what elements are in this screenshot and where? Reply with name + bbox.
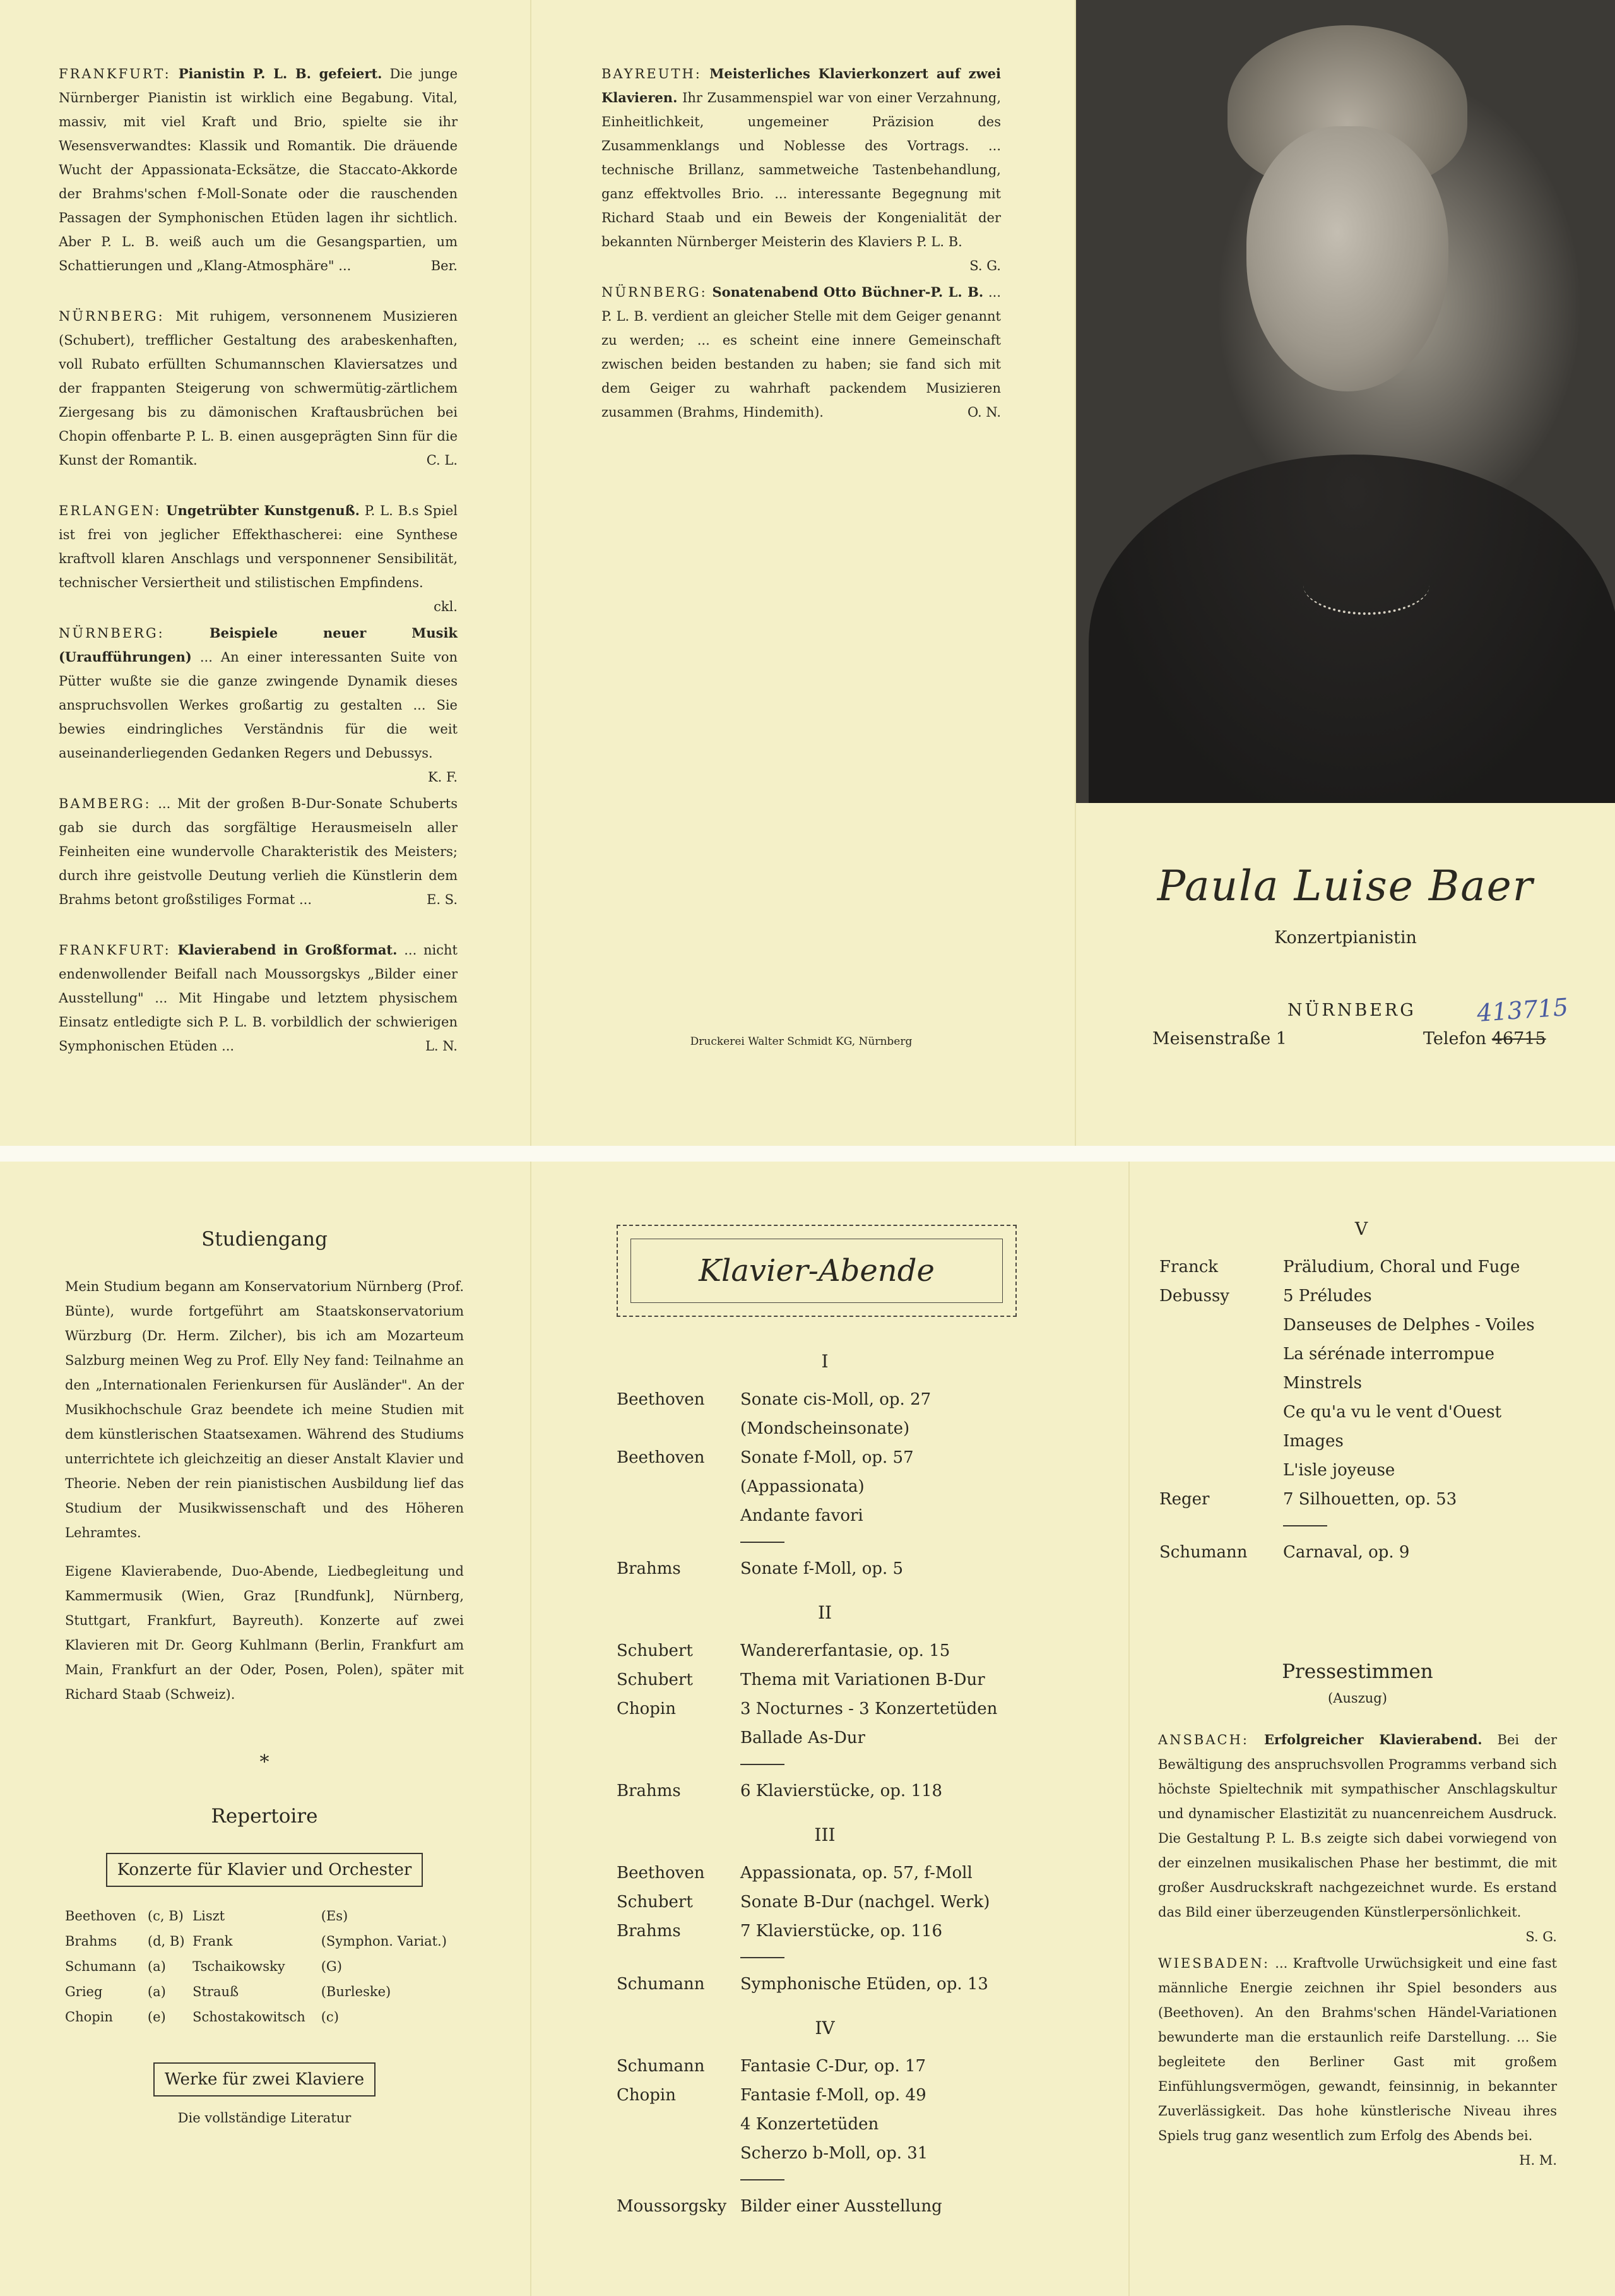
review-entry [59, 938, 458, 1058]
program-composer: Schumann [617, 1975, 705, 1994]
phone-handwritten-number: 413715 [1476, 992, 1570, 1028]
program-work: Fantasie C-Dur, op. 17 [740, 2057, 926, 2076]
program-composer: Reger [1159, 1490, 1210, 1509]
studiengang-section [65, 1228, 464, 2126]
program-row [1159, 1369, 1563, 1398]
review-text: Bei der Bewältigung des anspruchsvollen Programms verband sich höchste Spieltechnik mit sympathischer Anschlagskultur und dynamischer Elastizität zu nuancenreichem Ausdruck. Die Gestaltung P. L. B.s zeigte sich dabei vorwiegend von der einzelnen musikalischen Phase her bestimmt, die mit großer Ausdruckskraft nachgezeichnet wurde. Es erstand das Bild einer überzeugenden Künstlerpersönlichkeit. [1158, 1732, 1557, 1920]
pressestimmen-section [1158, 1660, 1557, 2175]
program-composer: Schubert [617, 1670, 693, 1689]
program-row [617, 1554, 1033, 1583]
review-signature: O. N. [967, 405, 1001, 420]
review-entry [601, 280, 1001, 424]
program-work: Images [1283, 1432, 1344, 1451]
phone [1423, 1029, 1546, 1049]
program-row [617, 1694, 1033, 1723]
review-entry [1158, 1727, 1557, 1944]
review-city: BAMBERG: [59, 796, 151, 811]
program-composer [1159, 1369, 1283, 1398]
program-work: Ballade As-Dur [740, 1728, 865, 1747]
program-row [617, 1636, 1033, 1665]
review-entry [59, 621, 458, 785]
klavier-abende-title-frame [617, 1225, 1017, 1317]
program-composer [617, 1723, 740, 1752]
sheet-gap [0, 1146, 1615, 1162]
full-literature-note: Die vollständige Literatur [177, 2110, 352, 2126]
program-row [617, 1776, 1033, 1805]
review-signature: H. M. [1519, 2153, 1557, 2168]
program-work: (Appassionata) [740, 1477, 865, 1496]
program-work: 7 Silhouetten, op. 53 [1283, 1490, 1457, 1509]
program-numeral: I [821, 1351, 829, 1372]
program-composer [617, 1501, 740, 1530]
program-composer: Brahms [617, 1559, 681, 1578]
repertoire-cell: (c) [321, 2009, 339, 2025]
program-work: Ce qu'a vu le vent d'Ouest [1283, 1403, 1502, 1422]
repertoire-cell: (e) [147, 2009, 166, 2025]
repertoire-cell: Tschaikowsky [192, 1959, 285, 1974]
program-composer: Beethoven [617, 1448, 705, 1467]
review-headline: Meisterliches Klavierkonzert auf zwei Klavieren. [601, 66, 1001, 105]
repertoire-cell: Beethoven [65, 1908, 136, 1924]
review-signature: S. G. [1525, 1929, 1557, 1944]
portrait-dress [1089, 455, 1615, 803]
repertoire-cell: Grieg [65, 1984, 103, 1999]
program-composer: Moussorgsky [617, 2197, 727, 2216]
review-signature: ckl. [434, 599, 458, 614]
program-row [617, 2081, 1033, 2110]
review-city: ANSBACH: [1158, 1732, 1249, 1747]
program-separator-rule [740, 1764, 784, 1765]
concerto-repertoire-table [65, 1903, 464, 2030]
review-city: NÜRNBERG: [59, 309, 165, 324]
repertoire-row [65, 1903, 464, 1929]
program-composer: Brahms [617, 1781, 681, 1800]
review-entry [59, 792, 458, 912]
program-work: 3 Nocturnes - 3 Konzertetüden [740, 1699, 998, 1718]
program-row [617, 1723, 1033, 1752]
review-entry [59, 499, 458, 614]
review-text: Mit ruhigem, versonnenem Musizieren (Schubert), trefflicher Gestaltung des arabeskenhaften, voll Rubato erfüllten Schumannschen Klaviersatzes und der frappanten Steigerung von schwermütig-zärtlichem Ziergesang bis zu dämonischen Kraftausbrüchen bei Chopin offenbarte P. L. B. einen ausgeprägten Sinn für die Kunst der Romantik. [59, 309, 458, 468]
review-entry [59, 304, 458, 472]
program-work: 6 Klavierstücke, op. 118 [740, 1781, 943, 1800]
repertoire-title: Repertoire [211, 1805, 318, 1828]
program-composer: Chopin [617, 2086, 676, 2105]
portrait-photo [1076, 0, 1615, 803]
program-composer: Schumann [617, 2057, 705, 2076]
review-text: ... Kraftvolle Urwüchsigkeit und eine fast männliche Energie zeichnen ihr Spiel besonders aus (Beethoven). An den Brahms'schen Händel-Variationen bewunderte man die erstaunlich reife Darstellung. ... Sie begleitete den Berliner Gast mit großem Einfühlungsvermögen, gewandt, feinsinnig, in bekannter Zuverlässigkeit. Das hohe künstlerische Niveau ihres Spiels trug ganz wesentlich zum Erfolg des Abends bei. [1158, 1956, 1557, 2143]
review-signature: K. F. [427, 770, 458, 785]
review-city: BAYREUTH: [601, 66, 702, 81]
program-row [617, 1917, 1033, 1946]
address: Meisenstraße 1 [1152, 1029, 1287, 1049]
review-headline: Erfolgreicher Klavierabend. [1263, 1732, 1482, 1747]
program-composer: Schumann [1159, 1543, 1248, 1562]
review-entry [601, 62, 1001, 273]
pressestimmen-title: Pressestimmen [1282, 1660, 1433, 1683]
repertoire-cell: Brahms [65, 1934, 117, 1949]
repertoire-cell: (G) [321, 1959, 342, 1974]
review-headline: Klavierabend in Großformat. [177, 942, 398, 958]
program-composer: Beethoven [617, 1864, 705, 1883]
program-row [1159, 1456, 1563, 1485]
program-row [617, 1665, 1033, 1694]
program-work: Fantasie f-Moll, op. 49 [740, 2086, 926, 2105]
program-row [617, 1888, 1033, 1917]
repertoire-cell: Liszt [192, 1908, 225, 1924]
review-signature: L. N. [425, 1038, 458, 1054]
repertoire-row [65, 1929, 464, 1954]
program-row [617, 2052, 1033, 2081]
repertoire-cell: (d, B) [147, 1934, 185, 1949]
program-composer [1159, 1398, 1283, 1427]
program-work: (Mondscheinsonate) [740, 1419, 910, 1438]
program-work: Symphonische Etüden, op. 13 [740, 1975, 988, 1994]
printer-credit: Druckerei Walter Schmidt KG, Nürnberg [690, 1035, 913, 1048]
program-work: Sonate B-Dur (nachgel. Werk) [740, 1893, 990, 1912]
program-work: Appassionata, op. 57, f-Moll [740, 1864, 973, 1883]
fold-line [1128, 1162, 1130, 2296]
program-numeral: V [1354, 1218, 1368, 1239]
program-work: Präludium, Choral und Fuge [1283, 1258, 1520, 1276]
program-separator-rule [740, 1542, 784, 1543]
fold-line [530, 1162, 531, 2296]
review-signature: Ber. [430, 258, 458, 273]
program-row [1159, 1398, 1563, 1427]
program-work: Carnaval, op. 9 [1283, 1543, 1410, 1562]
repertoire-cell: Schostakowitsch [192, 2009, 305, 2025]
program-work: 4 Konzertetüden [740, 2115, 879, 2134]
portrait-face [1246, 126, 1448, 391]
two-pianos-box: Werke für zwei Klaviere [153, 2062, 376, 2097]
concertos-box: Konzerte für Klavier und Orchester [106, 1853, 423, 1887]
program-composer: Schubert [617, 1641, 693, 1660]
klavier-abende-title: Klavier-Abende [630, 1239, 1003, 1303]
program-composer [617, 2139, 740, 2168]
review-text: P. L. B.s Spiel ist frei von jeglicher Effekthascherei: eine Synthese kraftvoll klaren Anschlags und versponnener Sensibilität, technischer Versiertheit und stilistischen Empfindens. [59, 503, 458, 590]
press-reviews-middle [601, 62, 1001, 451]
program-composer [617, 1472, 740, 1501]
repertoire-cell: (a) [147, 1959, 166, 1974]
program-separator-rule [740, 1957, 784, 1958]
repertoire-cell: (Burleske) [321, 1984, 391, 1999]
recital-programs [617, 1332, 1033, 2221]
program-work: L'isle joyeuse [1283, 1461, 1395, 1480]
repertoire-cell: (c, B) [147, 1908, 184, 1924]
program-row [1159, 1311, 1563, 1340]
program-work: Sonate f-Moll, op. 5 [740, 1559, 904, 1578]
studiengang-paragraph: Eigene Klavierabende, Duo-Abende, Liedbegleitung und Kammermusik (Wien, Graz [Rundfunk], Nürnberg, Stuttgart, Frankfurt, Bayreuth). Konzerte auf zwei Klavieren mit Dr. Georg Kuhlmann (Berlin, Frankfurt am Main, Frankfurt an der Oder, Posen, Polen), später mit Richard Staab (Schweiz). [65, 1564, 464, 1702]
review-text: Ihr Zusammenspiel war von einer Verzahnung, Einheitlichkeit, ungemeiner Präzision des Zusammenklangs und Noblesse des Vortrags. ... technische Brillanz, sammetweiche Tastenbehandlung, ganz effektvolles Brio. ... interessante Begegnung mit Richard Staab und ein Beweis der Kongenialität der bekannten Nürnberger Meisterin des Klaviers P. L. B. [601, 90, 1001, 249]
review-text: ... nicht endenwollender Beifall nach Moussorgskys „Bilder einer Ausstellung" ... Mit Hingabe und letztem physischem Einsatz entledigte sich P. L. B. vorbildlich der schwierigen Symphonischen Etüden ... [59, 943, 458, 1054]
program-row [1159, 1485, 1563, 1514]
review-city: FRANKFURT: [59, 943, 171, 958]
program-work: 5 Préludes [1283, 1287, 1372, 1306]
program-work: Thema mit Variationen B-Dur [740, 1670, 985, 1689]
pianist-title: Konzertpianistin [1274, 928, 1417, 948]
review-text: Die junge Nürnberger Pianistin ist wirklich eine Begabung. Vital, massiv, mit viel Kraft und Brio, spielte sie ihr Wesensverwandtes: Klassik und Romantik. Die dräuende Wucht der Appassionata-Ecksätze, die Staccato-Akkorde der Brahms'schen f-Moll-Sonate oder die rauschenden Passagen der Symphonischen Etüden lagen ihr sichtlich. Aber P. L. B. weiß auch um die Gesangspartien, um Schattierungen und „Klang-Atmosphäre" ... [59, 66, 458, 273]
program-row [1159, 1538, 1563, 1567]
program-row [617, 1414, 1033, 1443]
program-separator-rule [740, 2179, 784, 2180]
review-entry [1158, 1951, 1557, 2168]
program-row [1159, 1252, 1563, 1282]
program-work: La sérénade interrompue [1283, 1345, 1494, 1364]
program-composer [617, 2110, 740, 2139]
repertoire-cell: Schumann [65, 1959, 136, 1974]
program-composer [1159, 1456, 1283, 1485]
review-signature: E. S. [427, 892, 458, 907]
program-composer: Chopin [617, 1699, 676, 1718]
program-row [1159, 1427, 1563, 1456]
city: NÜRNBERG [1287, 1001, 1416, 1020]
phone-old-number: 46715 [1491, 1029, 1546, 1049]
program-row [617, 2139, 1033, 2168]
program-work: Wandererfantasie, op. 15 [740, 1641, 950, 1660]
program-work: Bilder einer Ausstellung [740, 2197, 942, 2216]
program-work: Scherzo b-Moll, op. 31 [740, 2144, 928, 2163]
program-work: 7 Klavierstücke, op. 116 [740, 1922, 943, 1941]
recital-program-five [1159, 1199, 1563, 1567]
review-city: NÜRNBERG: [59, 626, 165, 641]
program-row [617, 1501, 1033, 1530]
program-row [1159, 1340, 1563, 1369]
program-row [617, 1859, 1033, 1888]
pressestimmen-subtitle: (Auszug) [1328, 1691, 1387, 1706]
program-composer: Franck [1159, 1258, 1219, 1276]
program-numeral: IV [815, 2018, 835, 2038]
pianist-signature-name: Paula Luise Baer [1157, 862, 1534, 910]
review-city: FRANKFURT: [59, 66, 171, 81]
review-signature: S. G. [969, 258, 1001, 273]
repertoire-cell: Frank [192, 1934, 233, 1949]
portrait-pearl-necklace [1303, 556, 1429, 615]
program-work: Danseuses de Delphes - Voiles [1283, 1316, 1535, 1335]
review-text: ... Mit der großen B-Dur-Sonate Schuberts gab sie durch das sorgfältige Herausmeiseln aller Feinheiten eine wundervolle Charakteristik des Meisters; durch ihre geistvolle Deutung verlieh die Künstlerin dem Brahms betont großstiliges Format ... [59, 796, 458, 907]
studiengang-title: Studiengang [201, 1228, 328, 1251]
program-composer [1159, 1427, 1283, 1456]
program-numeral: II [817, 1602, 832, 1623]
review-text: ... An einer interessanten Suite von Pütter wußte sie die ganze zwingende Dynamik dieses anspruchsvollen Werkes großartig zu gestalten ... Sie bewies eindringliches Verständnis für die weit auseinanderliegenden Gedanken Regers und Debussys. [59, 650, 458, 761]
program-composer [617, 1414, 740, 1443]
fold-line [530, 0, 531, 1146]
review-city: ERLANGEN: [59, 503, 162, 518]
review-headline: Beispiele neuer Musik (Uraufführungen) [59, 625, 458, 665]
program-separator-rule [1283, 1525, 1327, 1526]
repertoire-row [65, 2004, 464, 2030]
program-row [617, 1443, 1033, 1472]
review-entry [59, 62, 458, 278]
review-headline: Pianistin P. L. B. gefeiert. [178, 66, 382, 81]
review-headline: Sonatenabend Otto Büchner-P. L. B. [712, 284, 984, 300]
review-city: NÜRNBERG: [601, 285, 707, 300]
program-row [617, 1385, 1033, 1414]
press-reviews-right [1158, 1727, 1557, 2168]
program-work: Minstrels [1283, 1374, 1362, 1393]
review-text: ... P. L. B. verdient an gleicher Stelle mit dem Geiger genannt zu werden; ... es scheint eine innere Gemeinschaft zwischen beiden bestanden zu haben; sie fand sich mit dem Geiger zu wahrhaft packendem Musizieren zusammen (Brahms, Hindemith). [601, 285, 1002, 420]
program-work: Sonate cis-Moll, op. 27 [740, 1390, 932, 1409]
review-signature: C. L. [426, 453, 458, 468]
repertoire-cell: (Symphon. Variat.) [321, 1934, 447, 1949]
program-composer [1159, 1311, 1283, 1340]
program-composer: Beethoven [617, 1390, 705, 1409]
repertoire-cell: Chopin [65, 2009, 113, 2025]
repertoire-row [65, 1954, 464, 1979]
press-reviews-left [59, 62, 458, 1085]
program-composer: Debussy [1159, 1287, 1229, 1306]
review-headline: Ungetrübter Kunstgenuß. [166, 503, 360, 518]
studiengang-paragraph: Mein Studium begann am Konservatorium Nürnberg (Prof. Bünte), wurde fortgeführt am Staatskonservatorium Würzburg (Dr. Herm. Zilcher), bis ich am Mozarteum Salzburg meinen Weg zu Prof. Elly Ney fand: Teilnahme an den „Internationalen Ferienkursen für Ausländer". An der Musikhochschule Graz beendete ich meine Studien mit dem künstlerischen Staatsexamen. Während des Studiums unterrichtete ich gleichzeitig an dieser Anstalt Klavier und Theorie. Neben der rein pianistischen Ausbildung lief das Studium der Musikwissenschaft und des Höheren Lehramtes. [65, 1279, 464, 1540]
program-row [617, 1970, 1033, 1999]
program-numeral: III [814, 1824, 836, 1845]
program-composer: Brahms [617, 1922, 681, 1941]
program-row [617, 1472, 1033, 1501]
program-work: Andante favori [740, 1506, 863, 1525]
repertoire-cell: (a) [147, 1984, 166, 1999]
program-row [617, 2192, 1033, 2221]
phone-label: Telefon [1423, 1029, 1487, 1049]
repertoire-row [65, 1979, 464, 2004]
program-row [1159, 1282, 1563, 1311]
program-row [617, 2110, 1033, 2139]
section-divider-star: * [259, 1751, 269, 1773]
repertoire-cell: Strauß [192, 1984, 239, 1999]
repertoire-cell: (Es) [321, 1908, 348, 1924]
program-composer [1159, 1340, 1283, 1369]
review-city: WIESBADEN: [1158, 1956, 1270, 1971]
program-composer: Schubert [617, 1893, 693, 1912]
program-work: Sonate f-Moll, op. 57 [740, 1448, 914, 1467]
